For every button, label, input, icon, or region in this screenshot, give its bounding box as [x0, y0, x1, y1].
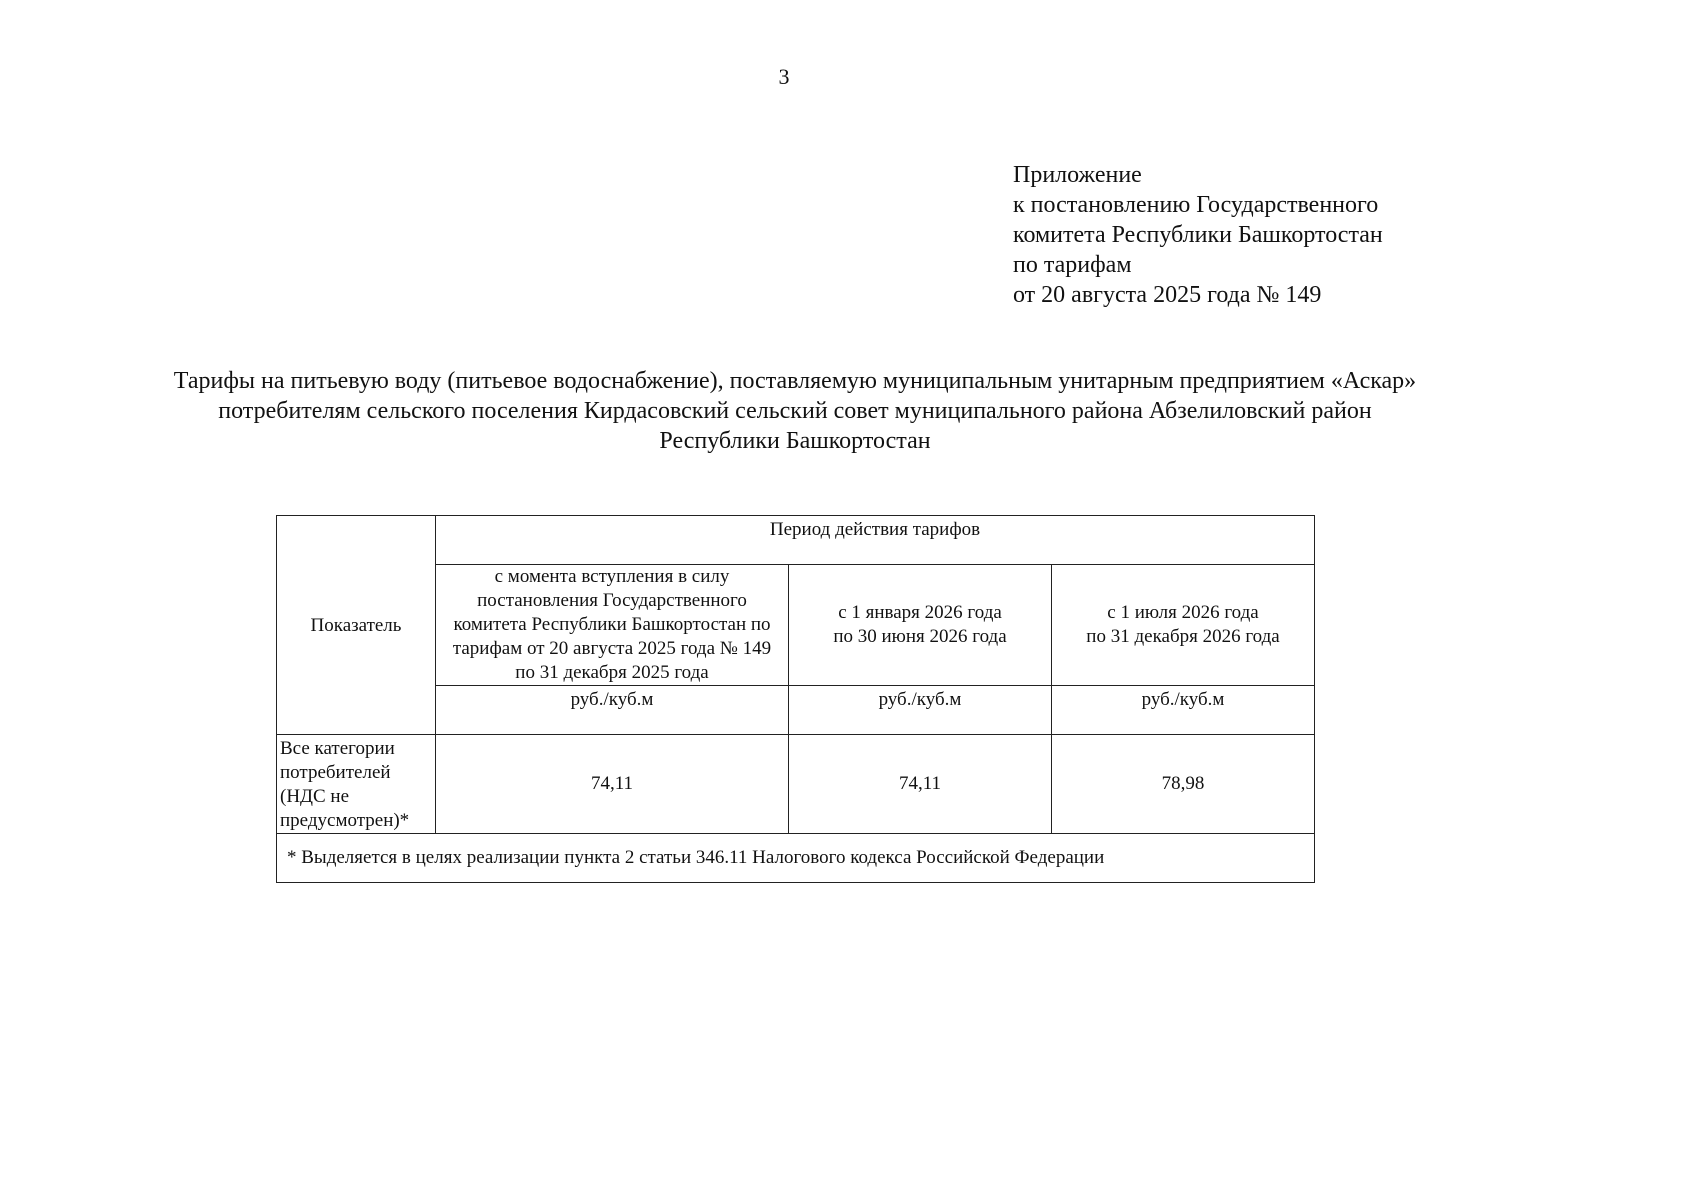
footnote-cell: * Выделяется в целях реализации пункта 2 статьи 346.11 Налогового кодекса Российской Федерации	[277, 834, 1315, 883]
appendix-block	[1013, 160, 1383, 310]
appendix-line: Приложение	[1013, 162, 1142, 188]
tariff-table	[276, 515, 1315, 883]
appendix-line: по тарифам	[1013, 252, 1132, 278]
indicator-header-cell: Показатель	[277, 516, 436, 735]
period-line: постановления Государственного	[477, 590, 747, 611]
category-line: предусмотрен)*	[280, 810, 410, 831]
title-line: Тарифы на питьевую воду (питьевое водоснабжение), поставляемую муниципальным унитарным предприятием «Аскар»	[173, 368, 1417, 394]
unit-cell: руб./куб.м	[1052, 686, 1315, 735]
period-line: комитета Республики Башкортостан по	[453, 614, 771, 635]
tariff-value-cell: 74,11	[789, 735, 1052, 834]
period-cell-1	[436, 565, 789, 686]
title-line: потребителям сельского поселения Кирдасовский сельский совет муниципального района Абзелиловский район	[218, 398, 1372, 424]
category-line: Все категории	[280, 738, 395, 759]
appendix-line: от 20 августа 2025 года № 149	[1013, 282, 1322, 308]
period-line: по 30 июня 2026 года	[833, 626, 1007, 647]
period-line: с момента вступления в силу	[494, 566, 730, 587]
tariff-value-cell: 78,98	[1052, 735, 1315, 834]
category-line: потребителей	[280, 762, 391, 783]
period-line: с 1 июля 2026 года	[1107, 602, 1259, 623]
appendix-line: к постановлению Государственного	[1013, 192, 1379, 218]
period-header-cell: Период действия тарифов	[436, 516, 1315, 565]
period-cell-3	[1052, 565, 1315, 686]
table-header-row	[277, 516, 1315, 565]
period-line: тарифам от 20 августа 2025 года № 149	[452, 638, 772, 659]
appendix-line: комитета Республики Башкортостан	[1013, 222, 1383, 248]
category-cell	[277, 735, 436, 834]
footnote-row	[277, 834, 1315, 883]
period-cell-2	[789, 565, 1052, 686]
title-line: Республики Башкортостан	[659, 428, 931, 454]
unit-cell: руб./куб.м	[436, 686, 789, 735]
page-number: 3	[778, 64, 790, 89]
period-line: по 31 декабря 2026 года	[1086, 626, 1280, 647]
category-line: (НДС не	[280, 786, 350, 807]
document-title	[0, 366, 1590, 456]
tariff-value-cell: 74,11	[436, 735, 789, 834]
unit-cell: руб./куб.м	[789, 686, 1052, 735]
period-line: с 1 января 2026 года	[838, 602, 1002, 623]
period-line: по 31 декабря 2025 года	[515, 662, 709, 683]
table-row	[277, 735, 1315, 834]
